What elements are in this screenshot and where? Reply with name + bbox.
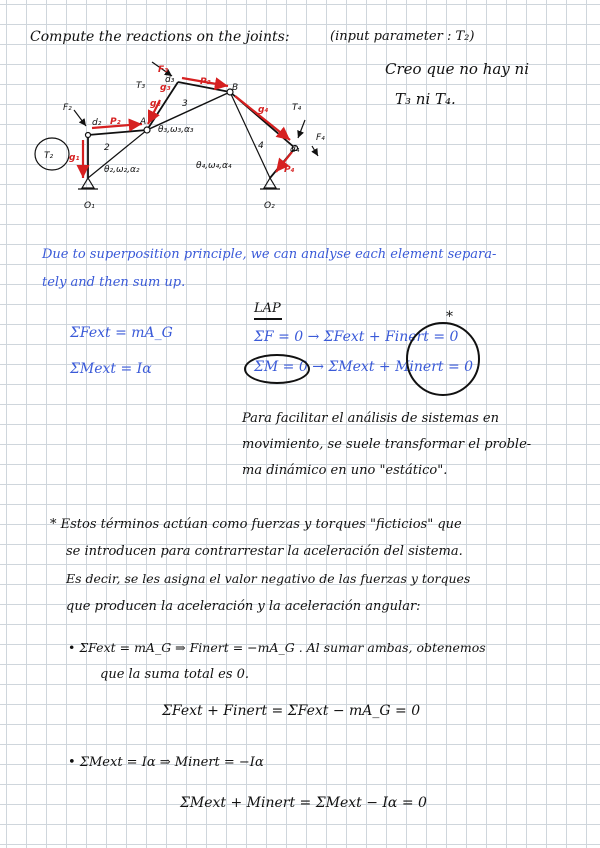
- label-d3: d₃: [165, 75, 175, 85]
- intro-line2: tely and then sum up.: [42, 275, 186, 290]
- spanish-note-line2: movimiento, se suele transformar el proble-: [242, 437, 532, 452]
- label-g2: g₂: [150, 99, 161, 109]
- bullet1-line2: que la suma total es 0.: [100, 667, 250, 682]
- label-link-3: 3: [182, 99, 188, 109]
- label-joint-b: B: [232, 83, 239, 93]
- label-f2: F₂: [63, 103, 72, 113]
- star-paragraph-line2: se introducen para contrarrestar la aceleración del sistema.: [66, 544, 463, 559]
- bullet1-equation: ΣFext + Finert = ΣFext − mA_G = 0: [162, 703, 421, 719]
- lap-label: LAP: [254, 301, 281, 316]
- joint-d2: [86, 133, 91, 138]
- star-paragraph-line1: * Estos términos actúan como fuerzas y torques "ficticios" que: [50, 517, 462, 532]
- spanish-note-line3: ma dinámico en uno "estático".: [242, 463, 448, 478]
- label-link-2: 2: [104, 143, 110, 153]
- force-arrow-g4: [235, 96, 290, 140]
- label-g1: g₁: [69, 153, 80, 163]
- label-p2: P₂: [110, 117, 121, 127]
- lap-moment-eq: ΣM = 0 → ΣMext + Minert = 0: [254, 359, 474, 375]
- label-joint-a: A: [140, 117, 147, 127]
- lap-star: *: [446, 309, 453, 325]
- label-angles-3: θ₃,ω₃,α₃: [158, 125, 194, 135]
- ground-support-o2: [264, 178, 276, 188]
- header-title: Compute the reactions on the joints:: [30, 29, 290, 45]
- bullet2-equation: ΣMext + Minert = ΣMext − Iα = 0: [180, 795, 427, 811]
- label-t3: T₃: [136, 81, 146, 91]
- bullet2-line1: • ΣMext = Iα ⇒ Minert = −Iα: [68, 755, 264, 770]
- label-angles-2: θ₂,ω₂,α₂: [104, 165, 140, 175]
- label-o2: O₂: [264, 201, 275, 211]
- header-input-param: (input parameter : T₂): [330, 29, 475, 44]
- lap-force-eq: ΣF = 0 → ΣFext + Finert = 0: [254, 329, 459, 345]
- ground-support-o1: [82, 178, 94, 188]
- equation-moment: ΣMext = Iα: [70, 361, 152, 377]
- intro-line1: Due to superposition principle, we can analyse each element separa-: [42, 247, 497, 262]
- label-f4: F₄: [316, 133, 325, 143]
- star-paragraph-line3: Es decir, se les asigna el valor negativo de las fuerzas y torques: [66, 571, 471, 586]
- label-t4: T₄: [292, 103, 302, 113]
- joint-a: [144, 127, 150, 133]
- label-g4: g₄: [258, 105, 269, 115]
- label-d2: d₂: [92, 118, 102, 128]
- label-p3: P₃: [200, 77, 211, 87]
- equation-force: ΣFext = mA_G: [70, 325, 173, 341]
- lap-moment-oval: [244, 354, 310, 384]
- label-p4: P₄: [284, 165, 295, 175]
- inert-terms-oval: [406, 322, 480, 396]
- force-arrow-f2: [74, 110, 86, 126]
- lap-underline: [254, 318, 282, 320]
- link-2-horizontal: [88, 130, 147, 135]
- bullet1-line1: • ΣFext = mA_G ⇒ Finert = −mA_G . Al sumar ambas, obtenemos: [68, 640, 486, 655]
- label-d4: d₄: [290, 145, 300, 155]
- force-arrow-f4: [298, 120, 305, 138]
- mechanism-diagram: [0, 0, 600, 240]
- spanish-note-line1: Para facilitar el análisis de sistemas en: [242, 411, 499, 426]
- label-angles-4: θ₄,ω₄,α₄: [196, 161, 232, 171]
- side-note-line1: Creo que no hay ni: [385, 60, 529, 78]
- label-t2: T₂: [44, 151, 54, 161]
- label-g3: g₃: [160, 83, 171, 93]
- force-arrow-f5: [312, 146, 318, 156]
- label-f3: F₃: [158, 65, 169, 75]
- side-note-line2: T₃ ni T₄.: [395, 90, 456, 108]
- label-o1: O₁: [84, 201, 95, 211]
- label-link-4: 4: [258, 141, 264, 151]
- star-paragraph-line4: que producen la aceleración y la aceleración angular:: [66, 599, 421, 614]
